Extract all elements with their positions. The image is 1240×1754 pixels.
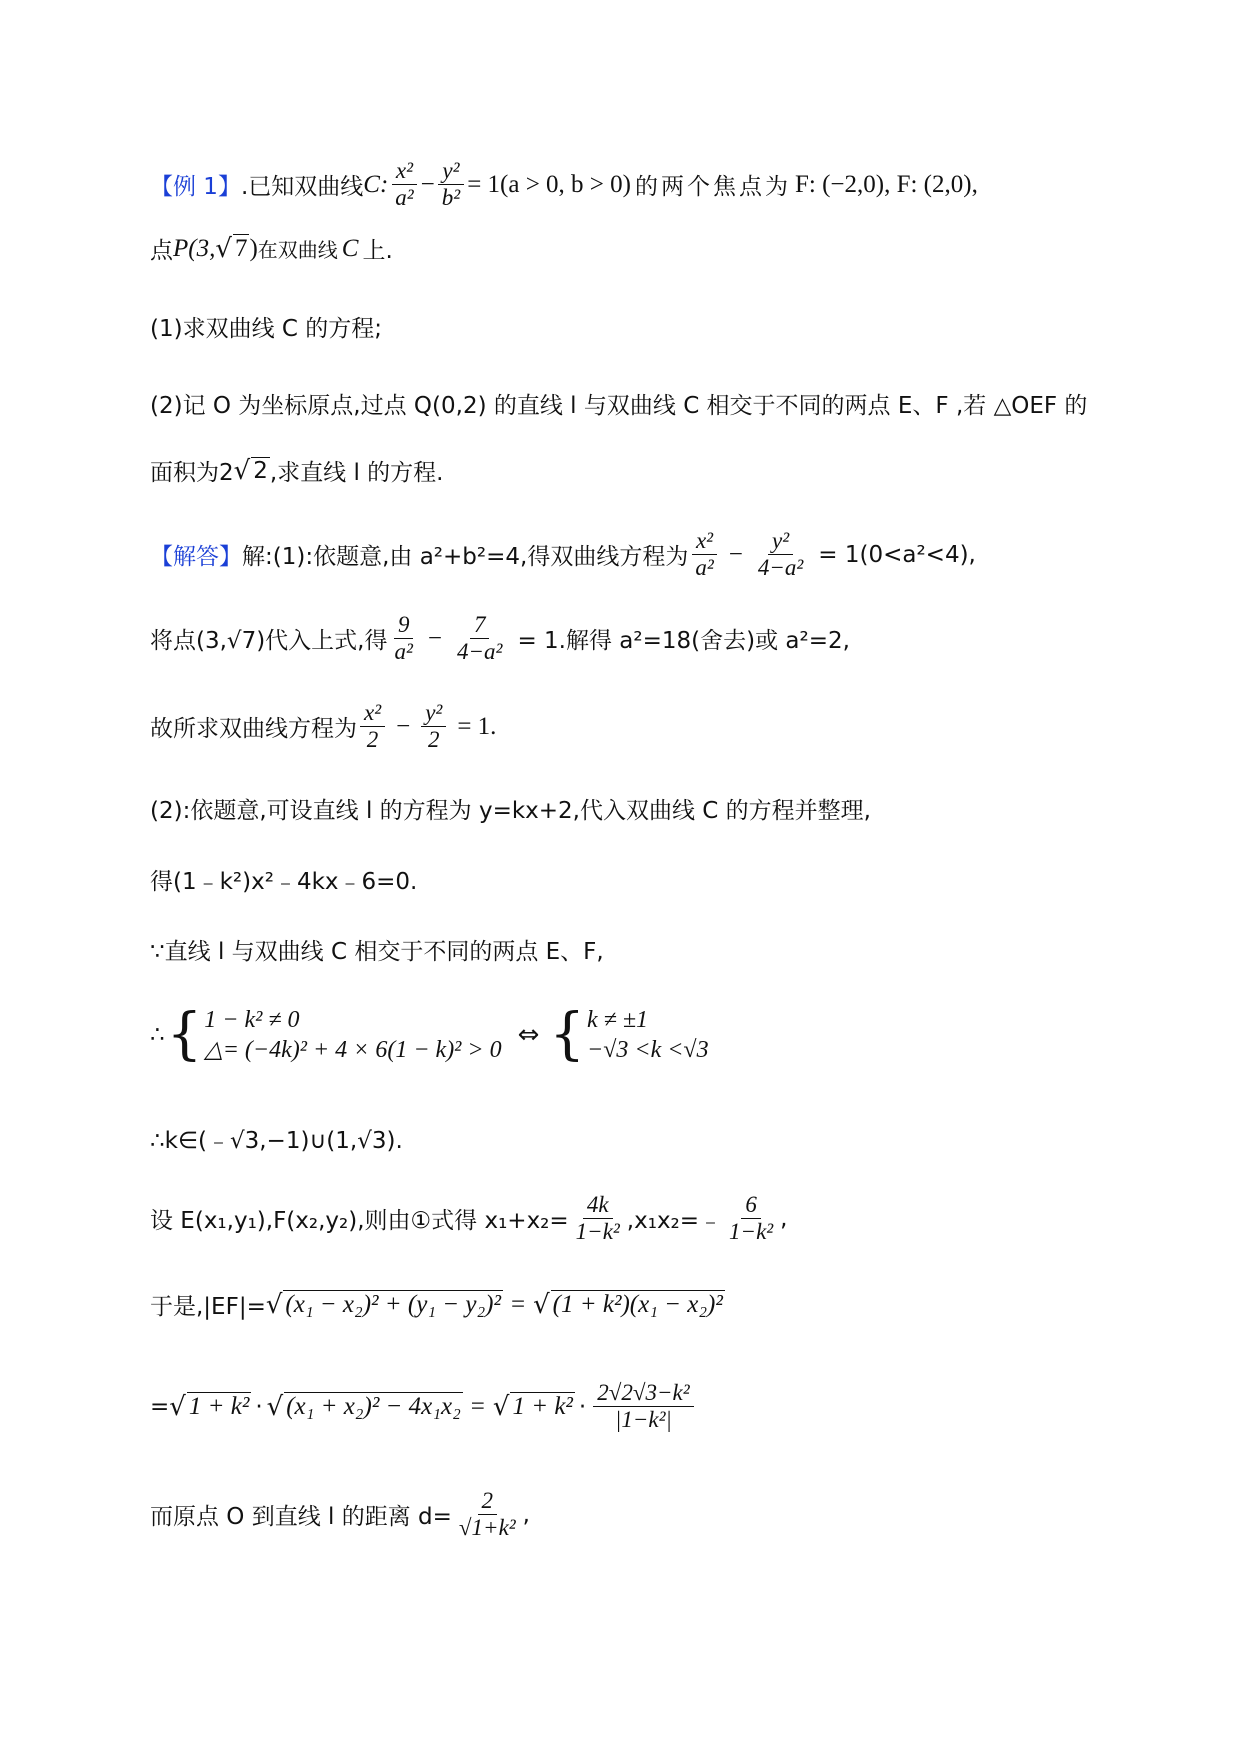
math: C:: [363, 170, 389, 198]
sqrt-sign: √: [533, 1289, 550, 1320]
math: −: [427, 624, 443, 652]
fraction: [725, 1192, 777, 1246]
left-brace: {: [549, 1002, 586, 1067]
text: 的两个焦点为: [634, 174, 791, 201]
fraction: [421, 700, 446, 754]
solution-line-4: (2):依题意,可设直线 l 的方程为 y=kx+2,代入双曲线 C 的方程并整理,: [150, 798, 871, 824]
math: −: [728, 540, 743, 568]
radicand: 1 + k²: [512, 1393, 573, 1421]
math: −: [396, 712, 411, 740]
question-2-line-2: [150, 454, 444, 487]
fraction: [572, 1192, 624, 1246]
sqrt-sign: √: [215, 233, 232, 264]
text: ,x₁x₂=﹣: [626, 1208, 723, 1235]
solution-line-3: [150, 700, 496, 754]
fraction: [391, 612, 417, 666]
problem-line-2: [150, 232, 393, 265]
text: 解:(1):依题意,由 a²+b²=4,得双曲线方程为: [242, 544, 689, 571]
math: P(3,: [173, 234, 216, 262]
numerator: x²: [392, 158, 417, 185]
question-1: (1)求双曲线 C 的方程;: [150, 316, 383, 342]
numerator: 6: [741, 1192, 761, 1219]
radicand: (x₁ + x₂)² − 4x₁x₂: [286, 1393, 461, 1421]
solution-line-12: [150, 1488, 530, 1542]
numerator: x²: [360, 700, 385, 727]
text: ,: [522, 1501, 530, 1528]
numerator: y²: [768, 528, 793, 555]
left-brace: {: [166, 1002, 203, 1067]
numerator: 2√2√3−k²: [593, 1380, 693, 1407]
condition: k ≠ ±1: [587, 1007, 649, 1033]
denominator: 4−a²: [457, 639, 503, 665]
text: = 1.解得 a²=18(舍去)或 a²=2,: [517, 628, 850, 655]
math: ·: [255, 1393, 263, 1420]
text: 将点(3,√7)代入上式,得: [150, 628, 388, 655]
math: ): [249, 234, 258, 262]
fraction: [691, 528, 717, 582]
denominator: 2: [366, 727, 379, 753]
system-2: [587, 1005, 709, 1065]
fraction: [754, 528, 807, 582]
text: ,求直线 l 的方程.: [269, 460, 444, 486]
math: =: [470, 1392, 485, 1420]
text: 故所求双曲线方程为: [150, 716, 357, 743]
iff-symbol: ⇔: [517, 1020, 540, 1050]
math: ·: [578, 1393, 587, 1420]
solution-line-6: ∵直线 l 与双曲线 C 相交于不同的两点 E、F,: [150, 939, 604, 965]
numerator: x²: [692, 528, 717, 555]
denominator: 2: [428, 727, 440, 753]
solution-system: [150, 1002, 709, 1067]
text: =: [150, 1393, 170, 1420]
fraction: [438, 158, 464, 212]
denominator: a²: [695, 555, 714, 581]
question-2-line-1: (2)记 O 为坐标原点,过点 Q(0,2) 的直线 l 与双曲线 C 相交于不同的两点 E、F ,若 △OEF 的: [150, 393, 1088, 419]
solution-line-2: [150, 612, 850, 666]
radicand: 7: [234, 235, 248, 262]
math: −: [420, 170, 435, 198]
text: 在双曲线: [257, 238, 338, 262]
sqrt-sign: √: [233, 455, 251, 486]
text: .已知双曲线: [240, 174, 364, 201]
text: 而原点 O 到直线 l 的距离 d=: [150, 1504, 452, 1531]
therefore-symbol: ∴: [150, 1022, 165, 1048]
condition: △= (−4k)² + 4 × 6(1 − k)² > 0: [204, 1037, 502, 1063]
sqrt-sign: √: [265, 1289, 283, 1320]
condition: −√3 <k <√3: [587, 1037, 709, 1063]
fraction: [453, 612, 506, 666]
numerator: 9: [394, 612, 414, 639]
text: 点: [150, 238, 173, 264]
fraction: [593, 1380, 693, 1434]
denominator: √1+k²: [458, 1515, 516, 1541]
system-1: [204, 1005, 501, 1065]
example-label: 【例 1】: [150, 174, 241, 201]
text: 于是,|EF|=: [150, 1294, 266, 1320]
denominator: 1−k²: [729, 1219, 774, 1245]
math: F: (−2,0), F: (2,0),: [794, 170, 978, 198]
solution-line-11: [150, 1380, 697, 1434]
numerator: y²: [421, 700, 446, 727]
math: C: [341, 234, 359, 262]
numerator: y²: [438, 158, 463, 185]
radicand: (1 + k²)(x₁ − x₂)²: [552, 1291, 723, 1318]
denominator: a²: [395, 185, 414, 211]
sqrt-sign: √: [266, 1391, 284, 1422]
denominator: |1−k²|: [615, 1407, 672, 1433]
numerator: 4k: [583, 1192, 613, 1219]
problem-line-1: [150, 158, 978, 212]
solution-label: 【解答】: [150, 544, 242, 571]
solution-line-1: [150, 528, 976, 582]
fraction: [455, 1488, 520, 1542]
math: =: [510, 1290, 526, 1318]
fraction: [360, 700, 385, 754]
denominator: b²: [441, 185, 461, 211]
sqrt-sign: √: [169, 1391, 186, 1422]
math: = 1(a > 0, b > 0): [467, 170, 631, 198]
radicand: 1 + k²: [188, 1393, 250, 1421]
denominator: 1−k²: [575, 1219, 620, 1245]
text: 面积为2: [150, 460, 234, 486]
condition: 1 − k² ≠ 0: [204, 1007, 300, 1033]
radicand: 2: [253, 458, 268, 484]
text: 上.: [362, 238, 393, 264]
sqrt-sign: √: [492, 1391, 510, 1422]
solution-line-8: ∴k∈(﹣√3,−1)∪(1,√3).: [150, 1128, 403, 1154]
numerator: 7: [470, 612, 490, 639]
fraction: [391, 158, 417, 212]
denominator: a²: [394, 639, 413, 665]
text: = 1(0<a²<4),: [818, 541, 976, 568]
numerator: 2: [478, 1488, 498, 1515]
solution-line-9: [150, 1192, 787, 1246]
solution-line-10: [150, 1288, 725, 1321]
solution-line-5: 得(1﹣k²)x²﹣4kx﹣6=0.: [150, 869, 418, 895]
radicand: (x₁ − x₂)² + (y₁ − y₂)²: [285, 1291, 501, 1318]
denominator: 4−a²: [757, 555, 804, 581]
text: 设 E(x₁,y₁),F(x₂,y₂),则由①式得 x₁+x₂=: [150, 1208, 569, 1235]
text: = 1.: [457, 712, 497, 740]
text: ,: [780, 1205, 788, 1232]
